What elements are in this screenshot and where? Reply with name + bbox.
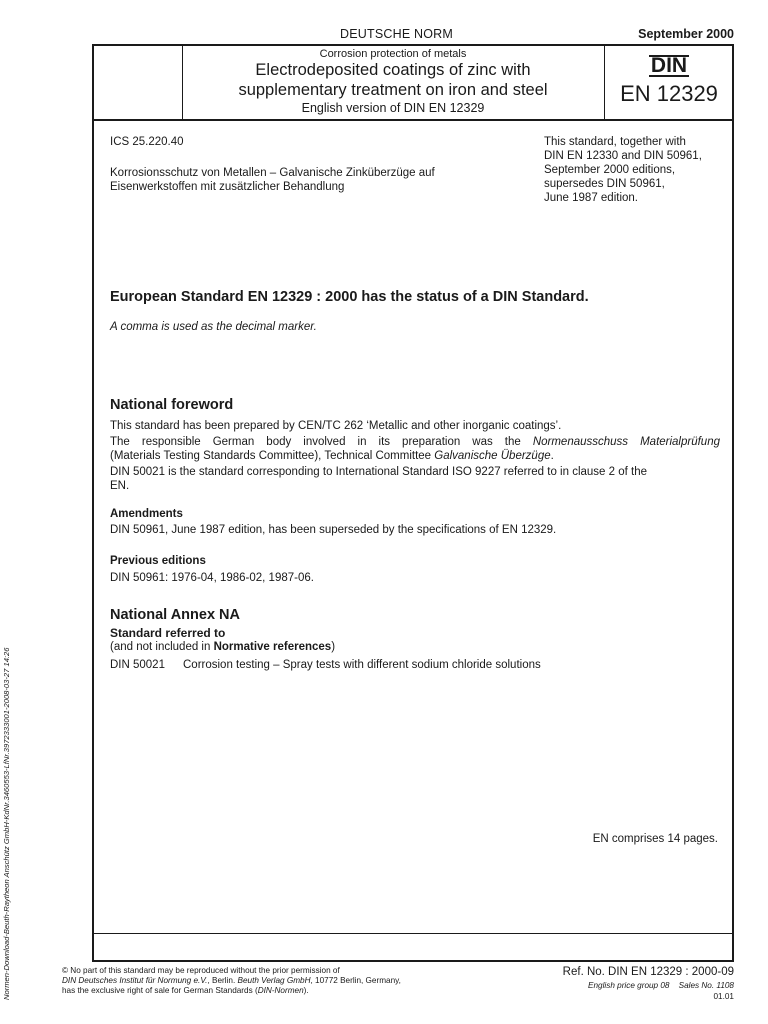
footer-code: 01.01	[713, 992, 734, 1001]
title-block	[94, 46, 732, 121]
previous-editions-text: DIN 50961: 1976-04, 1986-02, 1987-06.	[110, 572, 314, 584]
supersedes-note: This standard, together with DIN EN 12330 and DIN 50961, September 2000 editions, supersedes DIN 50961, June 1987 edition.	[544, 136, 702, 204]
bottom-divider	[94, 933, 732, 934]
ics-code: ICS 25.220.40	[110, 136, 184, 148]
standard-number: EN 12329	[620, 81, 718, 106]
status-statement: European Standard EN 12329 : 2000 has the status of a DIN Standard.	[110, 289, 589, 305]
german-title: Korrosionsschutz von Metallen – Galvanische Zinküberzüge auf Eisenwerkstoffen mit zusätzlicher Behandlung	[110, 167, 435, 193]
annex-note: (and not included in Normative references)	[110, 641, 336, 653]
english-version-line: English version of DIN EN 12329	[301, 101, 485, 115]
foreword-p2-line1: The responsible German body involved in its preparation was the Normenausschuss Materialprüfung	[110, 436, 720, 448]
reference-number: Ref. No. DIN EN 12329 : 2000-09	[562, 966, 734, 978]
amendments-text: DIN 50961, June 1987 edition, has been superseded by the specifications of EN 12329.	[110, 524, 557, 536]
foreword-heading: National foreword	[110, 397, 234, 413]
title-line-2: supplementary treatment on iron and steel	[238, 81, 548, 99]
amendments-heading: Amendments	[110, 508, 183, 520]
page-count: EN comprises 14 pages.	[592, 833, 718, 845]
din-mark	[606, 46, 732, 107]
document-type-label: DEUTSCHE NORM	[340, 27, 454, 41]
din-logo: DIN	[650, 54, 688, 77]
divider-left	[182, 46, 183, 119]
annex-reference-title: Corrosion testing – Spray tests with different sodium chloride solutions	[183, 659, 541, 671]
divider-right	[604, 46, 605, 119]
annex-subheading: Standard referred to	[110, 626, 226, 640]
foreword-p3-line1: DIN 50021 is the standard corresponding to International Standard ISO 9227 referred to in clause 2 of the	[110, 466, 648, 478]
foreword-p2-line2: (Materials Testing Standards Committee), Technical Committee Galvanische Überzüge.	[110, 450, 554, 462]
title-line-1: Electrodeposited coatings of zinc with	[255, 61, 531, 79]
foreword-p3-line2: EN.	[110, 480, 130, 492]
download-stamp: Normen-Download-Beuth-Raytheon Anschütz GmbH-KdNr.3460553-LfNr.3972333001-2008-03-27 14:26	[2, 647, 11, 1000]
price-info: English price group 08 Sales No. 1108	[588, 981, 734, 990]
decimal-note: A comma is used as the decimal marker.	[110, 321, 317, 333]
copyright-notice: © No part of this standard may be reproduced without the prior permission of DIN Deutsches Institut für Normung e.V., Berlin. Beuth Verlag GmbH, 10772 Berlin, Germany, has the exclusive right of sale for German Standards (DIN-Normen).	[62, 966, 401, 995]
foreword-p1: This standard has been prepared by CEN/TC 262 ‘Metallic and other inorganic coatings’.	[110, 420, 562, 432]
previous-editions-heading: Previous editions	[110, 555, 206, 567]
annex-heading: National Annex NA	[110, 607, 240, 623]
publication-date: September 2000	[638, 27, 734, 41]
foreword-body	[110, 419, 720, 493]
annex-reference-code: DIN 50021	[110, 659, 165, 671]
subject-line: Corrosion protection of metals	[319, 48, 467, 60]
title-area	[184, 46, 602, 115]
